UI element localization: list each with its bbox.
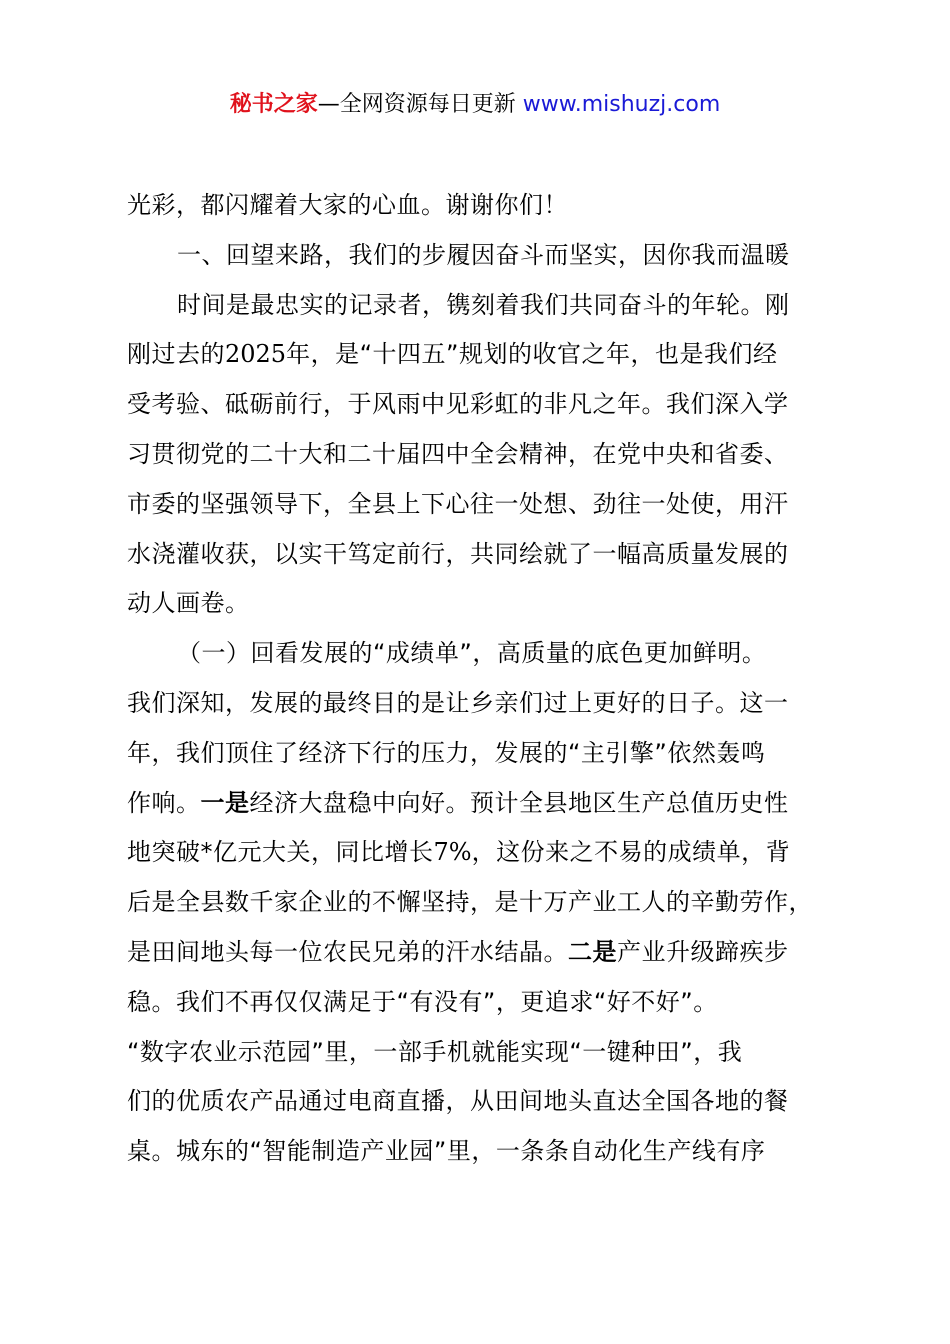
bold-label: 二是 [568, 937, 617, 966]
text-line: 我们深知，发展的最终目的是让乡亲们过上更好的日子。这一 [127, 688, 789, 717]
subsection-heading: （一）回看发展的“成绩单”，高质量的底色更加鲜明。 [177, 639, 767, 668]
text-fragment: 地突破*亿元大关，同比增长 [127, 838, 434, 867]
section-heading: 一、回望来路，我们的步履因奋斗而坚实，因你我而温暖 [177, 240, 790, 269]
text-line: 稳。我们不再仅仅满足于“有没有”，更追求“好不好”。 [127, 987, 718, 1016]
text-fragment: 年，是“十四五”规划的收官之年，也是我们经 [286, 340, 778, 369]
text-line: 动人画卷。 [127, 589, 250, 618]
text-line [127, 330, 837, 380]
text-line [127, 828, 837, 878]
bold-label: 一是 [200, 788, 250, 817]
text-fragment: 刚过去的 [127, 340, 225, 369]
text-line: 年，我们顶住了经济下行的压力，发展的“主引擎”依然轰鸣 [127, 738, 766, 767]
header-url[interactable]: www.mishuzj.com [522, 92, 721, 117]
text-line: 水浇灌收获，以实干笃定前行，共同绘就了一幅高质量发展的 [127, 539, 789, 568]
year-number: 2025 [225, 340, 287, 369]
percent-number: 7% [433, 838, 472, 867]
text-line: 市委的坚强领导下，全县上下心往一处想、劲往一处使，用汗 [127, 489, 789, 518]
text-line: 受考验、砥砺前行，于风雨中见彩虹的非凡之年。我们深入学 [127, 390, 789, 419]
text-fragment: 是田间地头每一位农民兄弟的汗水结晶。 [127, 937, 568, 966]
text-fragment: 经济大盘稳中向好。预计全县地区生产总值历史性 [249, 788, 789, 817]
text-line: 桌。城东的“智能制造产业园”里，一条条自动化生产线有序 [127, 1137, 766, 1166]
document-body [127, 181, 837, 1177]
text-fragment: 产业升级蹄疾步 [617, 937, 789, 966]
text-line: 后是全县数千家企业的不懈坚持，是十万产业工人的辛勤劳作， [127, 888, 813, 917]
page-header [0, 88, 950, 122]
text-fragment: ，这份来之不易的成绩单，背 [471, 838, 791, 867]
text-line [127, 928, 837, 978]
text-line: 时间是最忠实的记录者，镌刻着我们共同奋斗的年轮。刚 [177, 290, 790, 319]
text-line: 习贯彻党的二十大和二十届四中全会精神，在党中央和省委、 [127, 439, 789, 468]
text-line [127, 779, 837, 829]
text-line: 们的优质农产品通过电商直播，从田间地头直达全国各地的餐 [127, 1087, 789, 1116]
text-line: “数字农业示范园”里，一部手机就能实现“一键种田”，我 [127, 1037, 743, 1066]
text-fragment: 作响。 [127, 788, 201, 817]
text-line: 光彩，都闪耀着大家的心血。谢谢你们！ [127, 191, 568, 219]
header-tagline: —全网资源每日更新 [317, 92, 523, 117]
header-brand: 秘书之家 [229, 92, 318, 117]
